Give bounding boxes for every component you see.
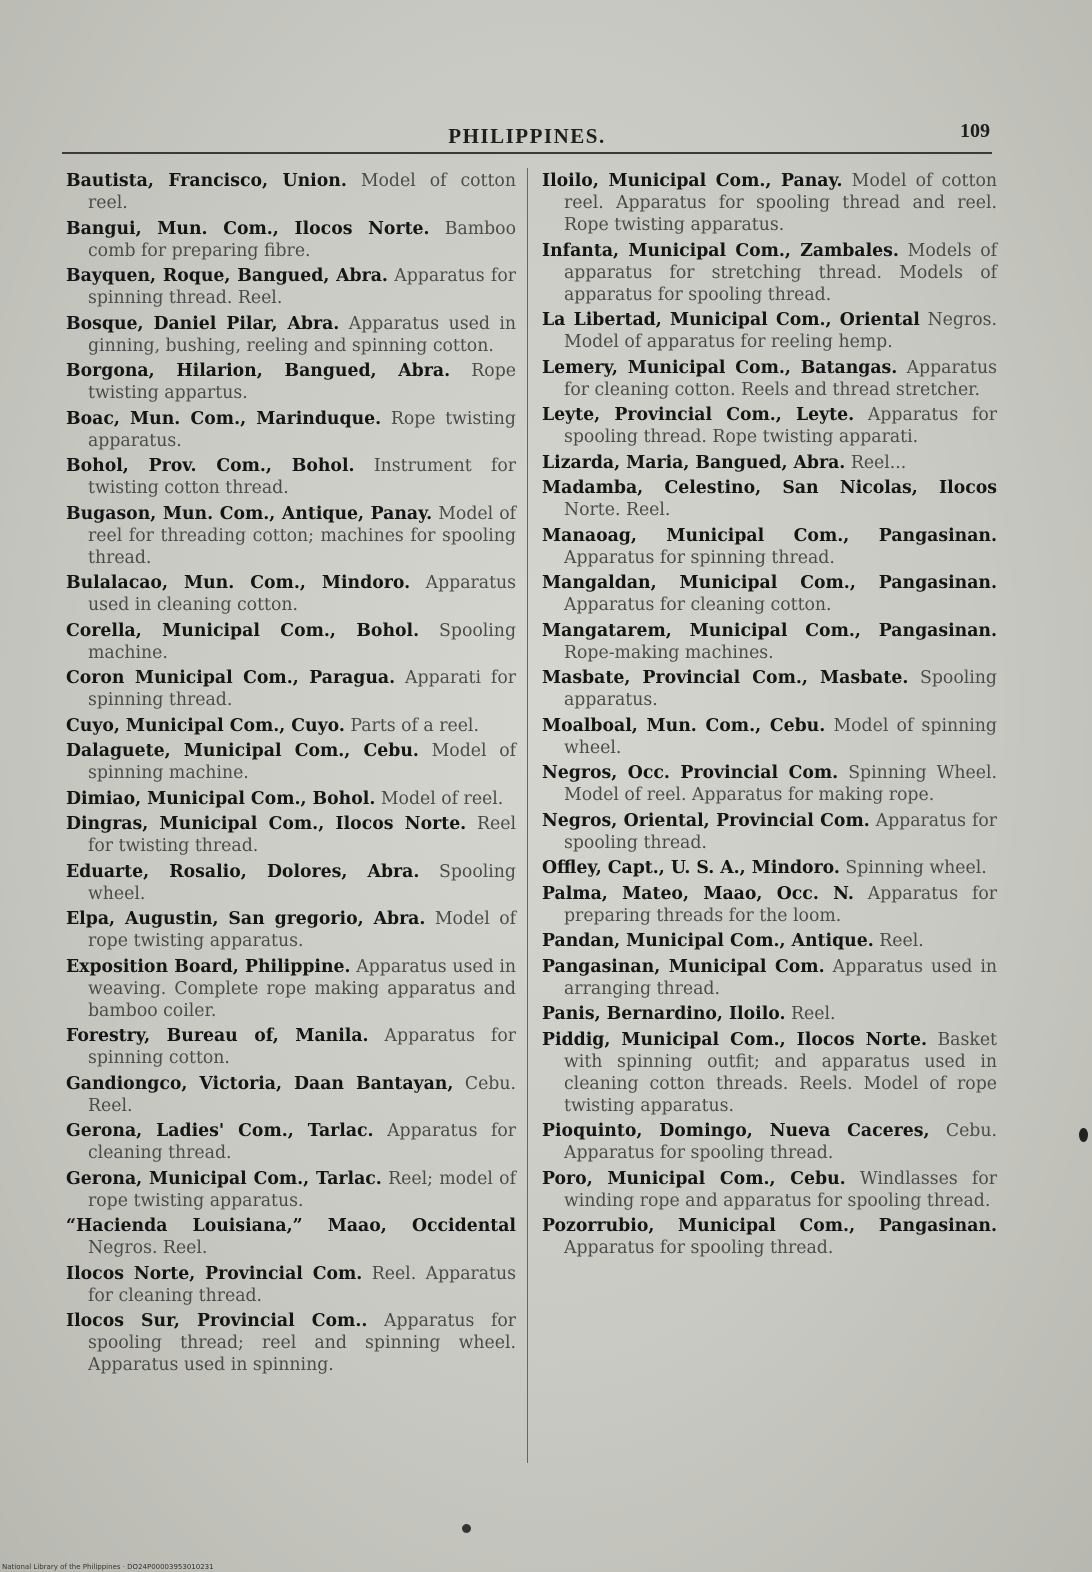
exhibitor-entry <box>66 1073 516 1117</box>
exhibitor-entry <box>542 715 997 759</box>
exhibit-description: Reel. <box>791 1004 836 1024</box>
exhibit-description: Model of spinning wheel. <box>564 715 997 758</box>
exhibitor-name: Borgona, Hilarion, Bangued, Abra. <box>66 361 451 381</box>
exhibit-description: Apparatus for spinning cotton. <box>88 1026 516 1068</box>
exhibit-description: Windlasses for winding rope and apparatus for spooling thread. <box>564 1168 997 1211</box>
exhibitor-entry <box>542 572 997 616</box>
exhibitor-entry <box>66 265 516 309</box>
column-divider <box>527 168 528 1463</box>
exhibitor-name: Gerona, Municipal Com., Tarlac. <box>66 1168 382 1189</box>
ink-spot <box>1079 1128 1088 1142</box>
exhibit-description: Apparatus for spooling thread. Rope twisting apparati. <box>564 405 998 447</box>
exhibitor-name: Coron Municipal Com., Paragua. <box>66 668 396 688</box>
exhibitor-name: Bangui, Mun. Com., Ilocos Norte. <box>66 218 430 239</box>
exhibitor-name: Lizarda, Maria, Bangued, Abra. <box>542 452 846 473</box>
exhibitor-name: Piddig, Municipal Com., Ilocos Norte. <box>542 1029 928 1050</box>
exhibit-description: Model of spinning machine. <box>88 741 516 783</box>
exhibit-description: Apparatus used in weaving. Complete rope making apparatus and bamboo coiler. <box>88 956 516 1021</box>
exhibitor-entry <box>66 813 516 857</box>
exhibitor-name: Bosque, Daniel Pilar, Abra. <box>66 313 340 334</box>
exhibit-description: Reel. <box>879 931 924 951</box>
exhibitor-entry <box>66 1120 516 1164</box>
exhibitor-entry <box>542 956 997 1000</box>
exhibitor-name: Masbate, Provincial Com., Masbate. <box>542 668 909 688</box>
exhibit-description: Apparatus used in cleaning cotton. <box>88 573 517 615</box>
exhibit-description: Apparatus used in arranging thread. <box>564 956 997 999</box>
exhibitor-name: Exposition Board, Philippine. <box>66 956 351 977</box>
exhibitor-entry <box>542 525 997 569</box>
exhibitor-name: Pangasinan, Municipal Com. <box>542 956 825 977</box>
exhibit-description: Apparatus for cleaning thread. <box>88 1121 517 1163</box>
exhibitor-name: Poro, Municipal Com., Cebu. <box>542 1168 846 1189</box>
exhibitor-entry <box>542 857 997 879</box>
exhibit-description: Instrument for twisting cotton thread. <box>88 456 517 498</box>
exhibitor-entry <box>66 455 516 499</box>
exhibitor-entry <box>542 477 997 521</box>
exhibitor-entry <box>542 762 997 806</box>
exhibit-description: Basket with spinning outfit; and apparatus used in cleaning cotton threads. Reels. Model of rope twisting apparatus. <box>564 1029 997 1116</box>
exhibit-description: Rope-making machines. <box>564 642 774 663</box>
exhibit-description: Negros. Model of apparatus for reeling hemp. <box>564 310 997 352</box>
page-header <box>62 118 992 154</box>
right-column <box>542 170 997 1263</box>
exhibit-description: Model of cotton reel. Apparatus for spooling thread and reel. Rope twisting apparatus. <box>564 171 997 235</box>
exhibitor-entry <box>542 1120 997 1164</box>
exhibitor-entry <box>542 1029 997 1117</box>
exhibit-description: Apparatus for cleaning cotton. <box>564 595 832 615</box>
exhibitor-entry <box>542 170 997 236</box>
exhibit-description: Apparatus for spinning thread. Reel. <box>88 266 516 308</box>
exhibit-description: Model of rope twisting apparatus. <box>88 909 516 951</box>
exhibitor-entry <box>66 956 516 1022</box>
exhibit-description: Spinning wheel. <box>845 858 987 878</box>
exhibitor-entry <box>542 810 997 854</box>
page-number: 109 <box>960 120 990 142</box>
exhibitor-name: Eduarte, Rosalio, Dolores, Abra. <box>66 861 420 882</box>
exhibit-description: Norte. Reel. <box>564 500 671 520</box>
exhibitor-name: Bautista, Francisco, Union. <box>66 171 347 191</box>
exhibitor-entry <box>66 1168 516 1212</box>
exhibitor-entry <box>542 240 997 306</box>
exhibitor-entry <box>542 930 997 952</box>
exhibitor-entry <box>66 408 516 452</box>
exhibit-description: Bamboo comb for preparing fibre. <box>88 218 516 261</box>
running-title: PHILIPPINES. <box>448 124 606 148</box>
exhibitor-name: Palma, Mateo, Maao, Occ. N. <box>542 883 854 904</box>
exhibit-description: Spinning Wheel. Model of reel. Apparatus for making rope. <box>564 763 997 805</box>
exhibitor-name: Corella, Municipal Com., Bohol. <box>66 620 420 641</box>
exhibit-description: Reel. Apparatus for cleaning thread. <box>88 1263 516 1306</box>
exhibitor-entry <box>66 788 516 810</box>
exhibit-description: Parts of a reel. <box>350 715 479 736</box>
exhibitor-entry <box>66 861 516 905</box>
exhibitor-entry <box>66 715 516 737</box>
exhibitor-name: Bulalacao, Mun. Com., Mindoro. <box>66 573 411 593</box>
exhibitor-entry <box>66 170 516 214</box>
exhibitor-name: Iloilo, Municipal Com., Panay. <box>542 171 843 191</box>
exhibit-description: Apparatus for spooling thread. <box>564 1238 834 1258</box>
exhibit-description: Apparatus used in ginning, bushing, reeling and spinning cotton. <box>88 313 516 356</box>
exhibitor-name: Dalaguete, Municipal Com., Cebu. <box>66 741 419 761</box>
exhibitor-name: Bugason, Mun. Com., Antique, Panay. <box>66 503 433 524</box>
exhibit-description: Apparatus for cleaning cotton. Reels and thread stretcher. <box>564 357 997 400</box>
exhibitor-entry <box>542 404 997 448</box>
exhibitor-entry <box>66 667 516 711</box>
exhibitor-name: Moalboal, Mun. Com., Cebu. <box>542 715 826 736</box>
exhibitor-name: Infanta, Municipal Com., Zambales. <box>542 240 899 261</box>
exhibitor-name: Negros, Occ. Provincial Com. <box>542 763 839 783</box>
exhibitor-name: “Hacienda Louisiana,” Maao, Occidental <box>66 1216 516 1236</box>
exhibitor-name: Ilocos Norte, Provincial Com. <box>66 1263 363 1284</box>
exhibitor-entry <box>542 667 997 711</box>
exhibit-description: Negros. Reel. <box>88 1238 208 1258</box>
exhibit-description: Spooling apparatus. <box>564 668 997 710</box>
exhibitor-name: Mangatarem, Municipal Com., Pangasinan. <box>542 620 997 641</box>
exhibit-description: Cebu. Apparatus for spooling thread. <box>564 1121 997 1163</box>
exhibitor-name: Pandan, Municipal Com., Antique. <box>542 931 874 951</box>
exhibitor-entry <box>66 1310 516 1376</box>
exhibitor-entry <box>66 1215 516 1259</box>
exhibitor-name: Cuyo, Municipal Com., Cuyo. <box>66 715 345 736</box>
exhibitor-entry <box>66 572 516 616</box>
exhibit-description: Model of cotton reel. <box>88 171 516 213</box>
exhibitor-entry <box>542 357 997 401</box>
exhibitor-name: Madamba, Celestino, San Nicolas, Ilocos <box>542 478 997 498</box>
exhibitor-entry <box>66 908 516 952</box>
exhibitor-name: Bohol, Prov. Com., Bohol. <box>66 456 355 476</box>
exhibit-description: Rope twisting appartus. <box>88 361 516 403</box>
exhibit-description: Apparatus for spooling thread. <box>564 810 997 853</box>
exhibitor-name: Boac, Mun. Com., Marinduque. <box>66 408 382 429</box>
exhibitor-entry <box>66 1263 516 1307</box>
exhibit-description: Apparati for spinning thread. <box>88 668 516 710</box>
exhibit-description: Cebu. Reel. <box>88 1073 516 1116</box>
exhibitor-entry <box>66 620 516 664</box>
exhibitor-entry <box>66 360 516 404</box>
exhibit-description: Apparatus for spinning thread. <box>564 547 835 568</box>
exhibit-description: Model of reel for threading cotton; machines for spooling thread. <box>88 503 516 568</box>
exhibitor-name: Lemery, Municipal Com., Batangas. <box>542 357 898 378</box>
exhibitor-name: Ilocos Sur, Provincial Com.. <box>66 1311 368 1331</box>
exhibitor-name: Elpa, Augustin, San gregorio, Abra. <box>66 909 426 929</box>
exhibitor-entry <box>542 1215 997 1259</box>
exhibitor-name: Pozorrubio, Municipal Com., Pangasinan. <box>542 1216 997 1236</box>
exhibit-description: Spooling wheel. <box>88 861 516 904</box>
exhibit-description: Spooling machine. <box>88 620 517 663</box>
exhibitor-entry <box>542 620 997 664</box>
exhibitor-entry <box>542 309 997 353</box>
exhibitor-name: Mangaldan, Municipal Com., Pangasinan. <box>542 573 997 593</box>
exhibit-description: Reel... <box>850 452 907 473</box>
exhibit-description: Reel; model of rope twisting apparatus. <box>88 1168 516 1211</box>
exhibitor-name: Gandiongco, Victoria, Daan Bantayan, <box>66 1073 454 1094</box>
exhibit-description: Model of reel. <box>380 788 504 809</box>
exhibitor-name: Gerona, Ladies' Com., Tarlac. <box>66 1121 374 1141</box>
exhibit-description: Reel for twisting thread. <box>88 814 516 856</box>
exhibit-description: Apparatus for spooling thread; reel and spinning wheel. Apparatus used in spinning. <box>88 1311 517 1375</box>
exhibitor-name: Bayquen, Roque, Bangued, Abra. <box>66 266 388 286</box>
exhibit-description: Apparatus for preparing threads for the loom. <box>564 883 998 926</box>
exhibitor-name: La Libertad, Municipal Com., Oriental <box>542 310 920 330</box>
exhibitor-name: Leyte, Provincial Com., Leyte. <box>542 405 855 425</box>
exhibitor-entry <box>542 1168 997 1212</box>
exhibitor-name: Forestry, Bureau of, Manila. <box>66 1026 369 1046</box>
exhibitor-entry <box>66 1025 516 1069</box>
exhibit-description: Models of apparatus for stretching thread. Models of apparatus for spooling thread. <box>564 240 997 305</box>
exhibitor-name: Pioquinto, Domingo, Nueva Caceres, <box>542 1121 930 1141</box>
exhibitor-name: Dimiao, Municipal Com., Bohol. <box>66 788 376 809</box>
exhibitor-entry <box>542 452 997 474</box>
exhibitor-entry <box>66 740 516 784</box>
exhibitor-entry <box>542 883 997 927</box>
exhibitor-name: Offley, Capt., U. S. A., Mindoro. <box>542 858 840 878</box>
exhibitor-entry <box>66 313 516 357</box>
exhibitor-name: Manaoag, Municipal Com., Pangasinan. <box>542 525 997 546</box>
exhibitor-name: Dingras, Municipal Com., Ilocos Norte. <box>66 814 467 834</box>
ink-spot <box>462 1524 471 1533</box>
exhibitor-entry <box>542 1003 997 1025</box>
left-column <box>66 170 516 1380</box>
exhibit-description: Rope twisting apparatus. <box>88 408 516 451</box>
scan-credit: National Library of the Philippines · DO24P00003953010231 <box>2 1563 214 1571</box>
exhibitor-name: Negros, Oriental, Provincial Com. <box>542 810 870 831</box>
exhibitor-entry <box>66 218 516 262</box>
exhibitor-entry <box>66 503 516 569</box>
exhibitor-name: Panis, Bernardino, Iloilo. <box>542 1004 786 1024</box>
